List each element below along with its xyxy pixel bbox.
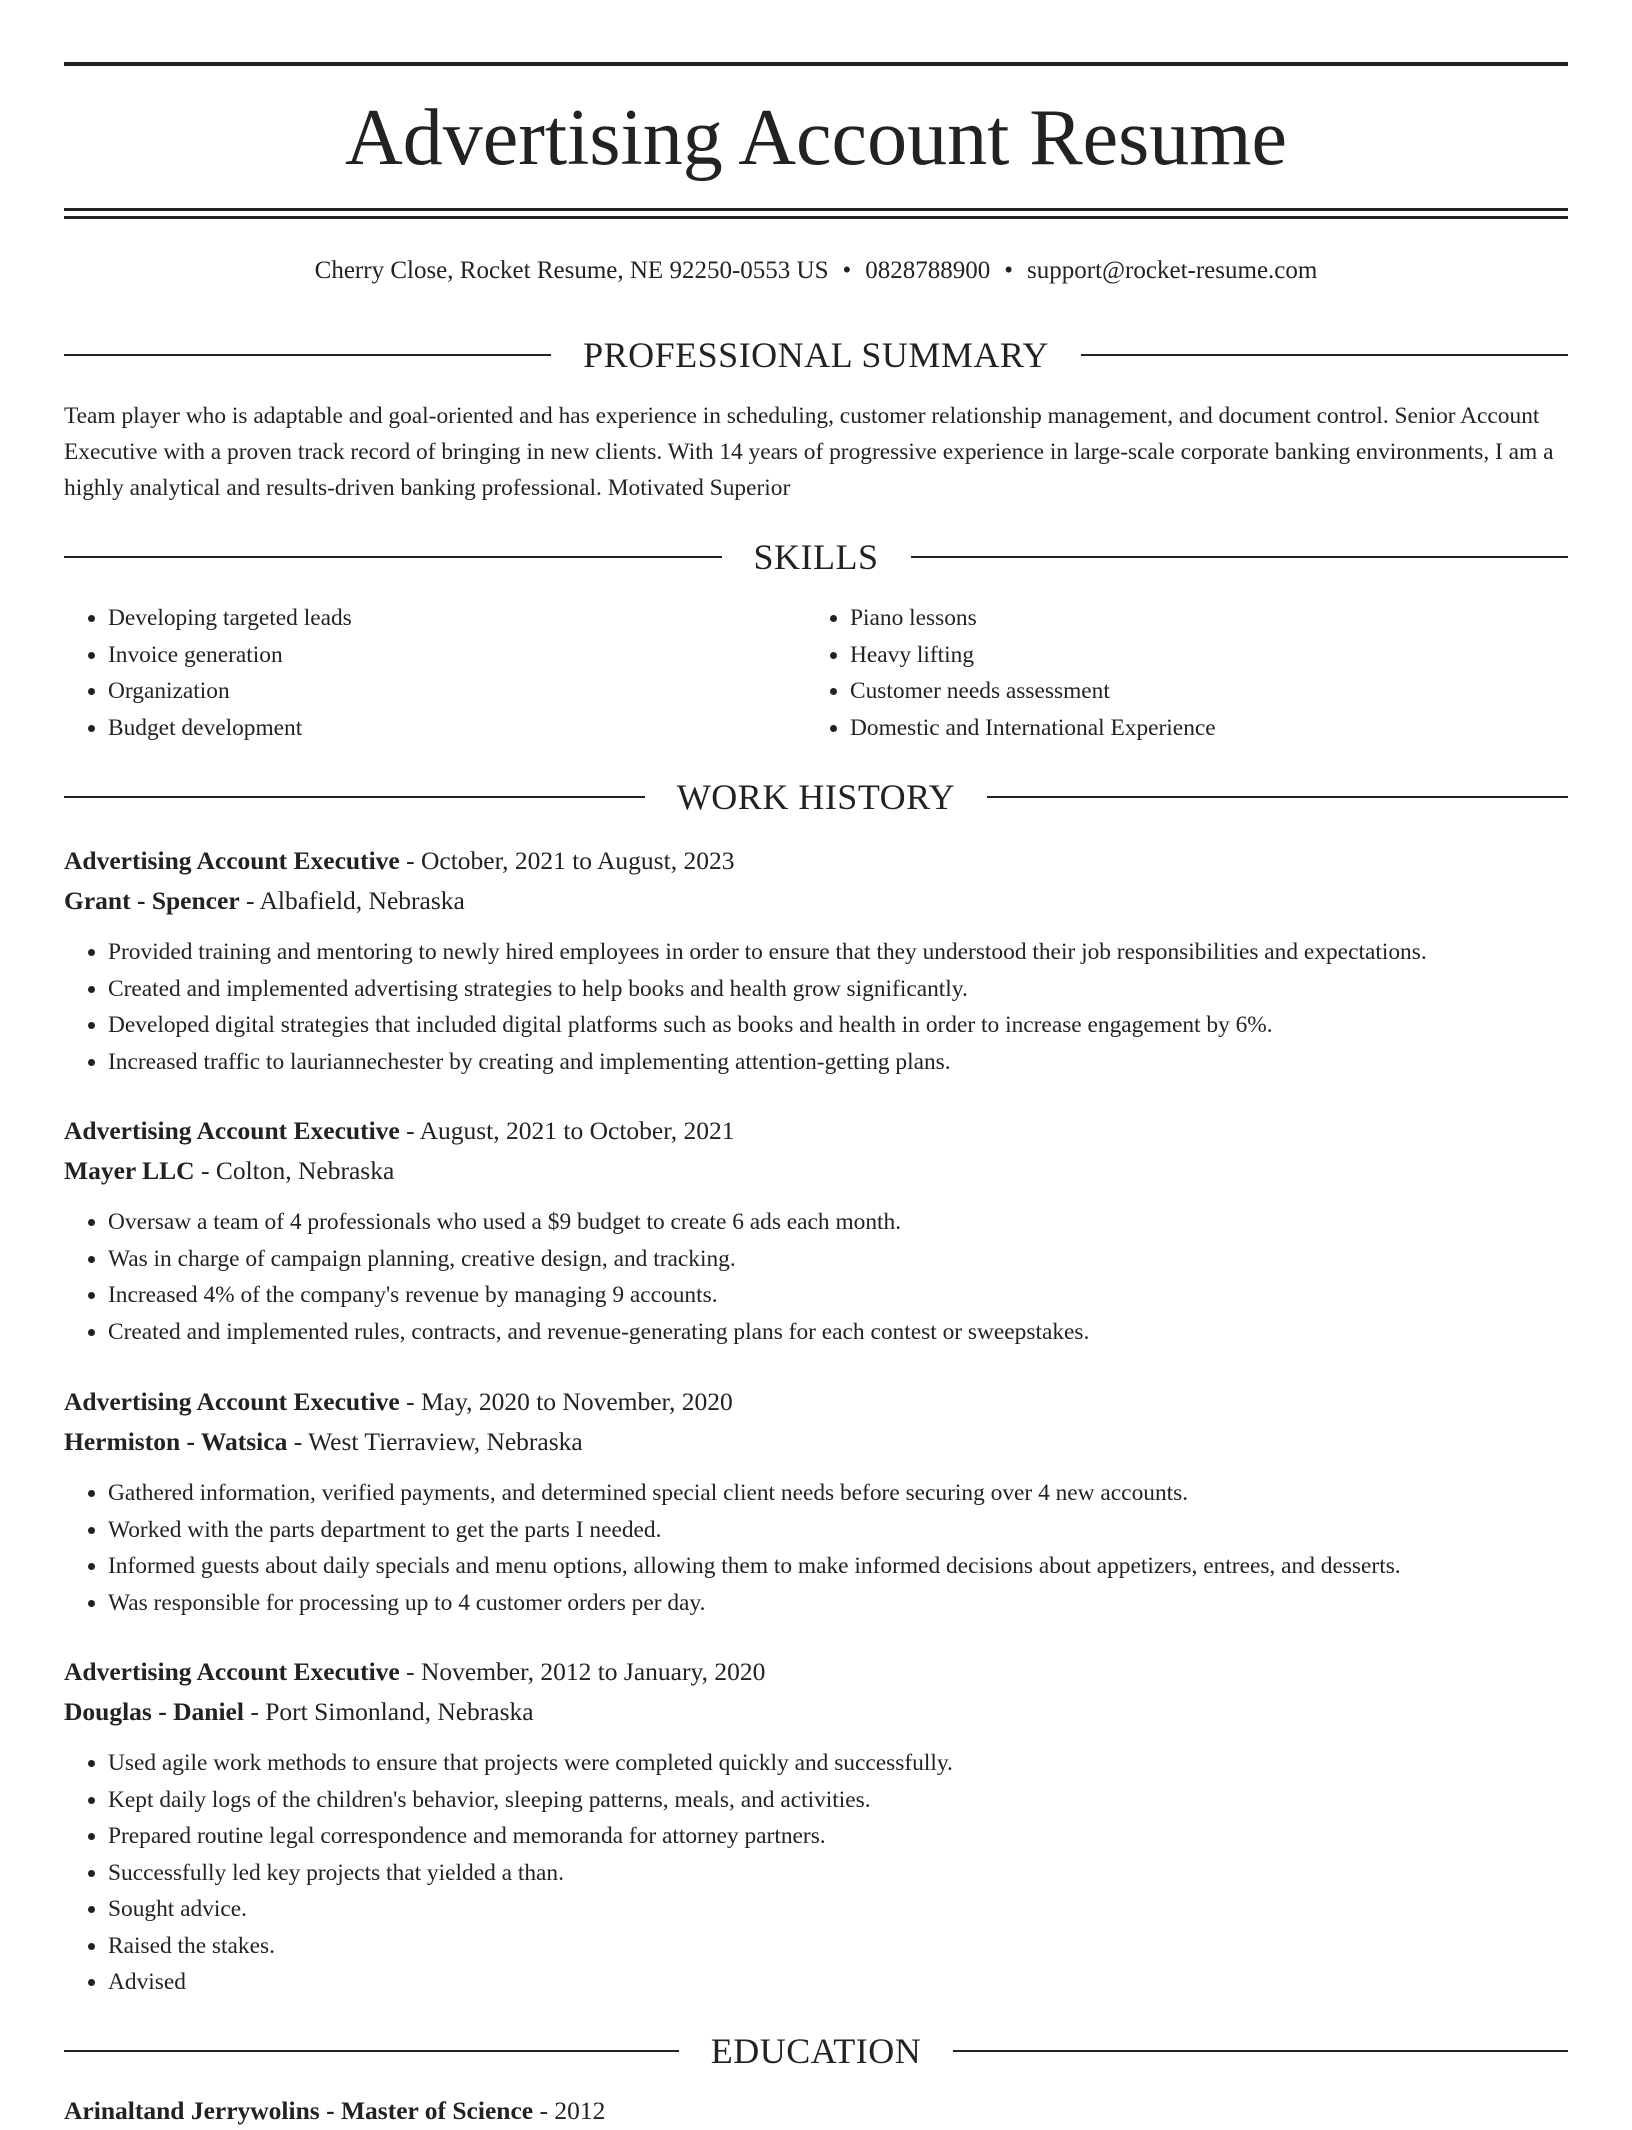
education-entry (64, 2092, 1568, 2130)
work-heading: WORK HISTORY (676, 777, 956, 817)
dash: - (539, 2096, 548, 2125)
dash: - (200, 1156, 210, 1185)
education-year: 2012 (554, 2096, 606, 2125)
job-company-line (64, 882, 1568, 920)
job-bullet: • Created and implemented rules, contracts, and revenue-generating plans for each contest or sweepstakes. (108, 1314, 1568, 1351)
job-bullet: • Worked with the parts department to get the parts I needed. (108, 1512, 1568, 1549)
section-rule (64, 2050, 679, 2052)
summary-section-header (64, 330, 1568, 380)
job-dates: October, 2021 to August, 2023 (420, 846, 735, 875)
job-company-line (64, 1423, 1568, 1461)
contact-separator: • (1004, 257, 1014, 284)
skill-item: • Invoice generation (108, 637, 806, 674)
job-bullet: • Informed guests about daily specials and menu options, allowing them to make informed decisions about appetizers, entrees, and desserts. (108, 1548, 1568, 1585)
job-entry (64, 1383, 1568, 1621)
job-location: Colton, Nebraska (215, 1156, 395, 1185)
job-bullet: • Created and implemented advertising strategies to help books and health grow significantly. (108, 971, 1568, 1008)
skill-item: • Heavy lifting (850, 637, 1548, 674)
skill-item: • Organization (108, 673, 806, 710)
job-dates: August, 2021 to October, 2021 (419, 1116, 735, 1145)
job-bullet: • Increased traffic to lauriannechester by creating and implementing attention-getting plans. (108, 1044, 1568, 1081)
job-title: Advertising Account Executive (64, 1657, 400, 1686)
job-bullets (64, 1204, 1568, 1350)
job-company: Douglas - Daniel (64, 1697, 244, 1726)
job-title: Advertising Account Executive (64, 1387, 400, 1416)
skill-item: • Customer needs assessment (850, 673, 1548, 710)
dash: - (406, 1116, 415, 1145)
job-bullet: • Used agile work methods to ensure that projects were completed quickly and successfully. (108, 1745, 1568, 1782)
job-bullet: • Sought advice. (108, 1891, 1568, 1928)
contact-email[interactable]: support@rocket-resume.com (1027, 257, 1318, 284)
job-bullet: • Provided training and mentoring to newly hired employees in order to ensure that they understood their job responsibilities and expectations. (108, 934, 1568, 971)
job-bullets (64, 1745, 1568, 2001)
job-bullets (64, 1475, 1568, 1621)
resume-title: Advertising Account Resume (344, 94, 1288, 182)
dash: - (406, 1387, 415, 1416)
skill-item: • Developing targeted leads (108, 600, 806, 637)
section-rule (1081, 354, 1568, 356)
skills-column-left (64, 600, 806, 746)
job-bullet: • Was responsible for processing up to 4 customer orders per day. (108, 1585, 1568, 1622)
education-school: Arinaltand Jerrywolins (64, 2096, 320, 2125)
job-bullet: • Raised the stakes. (108, 1928, 1568, 1965)
summary-heading: PROFESSIONAL SUMMARY (583, 335, 1049, 375)
job-bullet: • Developed digital strategies that included digital platforms such as books and health in order to increase engagement by 6%. (108, 1007, 1568, 1044)
contact-line (64, 254, 1568, 288)
header-double-rule-top (64, 208, 1568, 211)
job-bullet: • Advised (108, 1964, 1568, 2001)
dash: - (246, 886, 255, 915)
section-rule (953, 2050, 1568, 2052)
header-double-rule-bottom (64, 216, 1568, 219)
job-title-line (64, 1653, 1568, 1691)
job-title: Advertising Account Executive (64, 846, 400, 875)
education-degree: Master of Science (340, 2096, 534, 2125)
job-bullet: • Gathered information, verified payments, and determined special client needs before securing over 4 new accounts. (108, 1475, 1568, 1512)
section-rule (64, 796, 645, 798)
dash: - (293, 1427, 303, 1456)
job-title: Advertising Account Executive (64, 1116, 400, 1145)
job-dates: May, 2020 to November, 2020 (420, 1387, 733, 1416)
job-company-line (64, 1152, 1568, 1190)
job-bullet: • Successfully led key projects that yielded a than. (108, 1855, 1568, 1892)
job-bullets (64, 934, 1568, 1080)
job-bullet: • Kept daily logs of the children's behavior, sleeping patterns, meals, and activities. (108, 1782, 1568, 1819)
job-bullet: • Increased 4% of the company's revenue by managing 9 accounts. (108, 1277, 1568, 1314)
section-rule (911, 556, 1569, 558)
job-entry (64, 1653, 1568, 2001)
header-top-rule (64, 62, 1568, 66)
skill-item: • Piano lessons (850, 600, 1548, 637)
job-location: Port Simonland, Nebraska (265, 1697, 534, 1726)
job-entry (64, 842, 1568, 1080)
job-bullet: • Oversaw a team of 4 professionals who used a $9 budget to create 6 ads each month. (108, 1204, 1568, 1241)
section-rule (64, 354, 551, 356)
skill-item: • Budget development (108, 710, 806, 747)
section-rule (987, 796, 1568, 798)
education-heading: EDUCATION (710, 2031, 922, 2071)
job-company: Hermiston - Watsica (64, 1427, 288, 1456)
job-entry (64, 1112, 1568, 1350)
contact-separator: • (842, 257, 852, 284)
skills-heading: SKILLS (753, 537, 879, 577)
job-location: Albafield, Nebraska (259, 886, 465, 915)
dash: - (326, 2096, 335, 2125)
skill-item: • Domestic and International Experience (850, 710, 1548, 747)
skills-list (64, 600, 1568, 746)
job-bullet: • Was in charge of campaign planning, creative design, and tracking. (108, 1241, 1568, 1278)
contact-phone: 0828788900 (865, 257, 991, 284)
dash: - (250, 1697, 259, 1726)
dash: - (406, 846, 415, 875)
dash: - (406, 1657, 415, 1686)
education-section-header (64, 2026, 1568, 2076)
job-title-line (64, 842, 1568, 880)
section-rule (64, 556, 722, 558)
job-dates: November, 2012 to January, 2020 (420, 1657, 766, 1686)
job-company-line (64, 1693, 1568, 1731)
work-section-header (64, 772, 1568, 822)
job-company: Mayer LLC (64, 1156, 195, 1185)
skills-section-header (64, 532, 1568, 582)
job-company: Grant - Spencer (64, 886, 240, 915)
summary-text: Team player who is adaptable and goal-oriented and has experience in scheduling, customer relationship management, and document control. Senior Account Executive with a proven track record of bringing in new clients. With 14 years of progressive experience in large-scale corporate banking environments, I am a highly analytical and results-driven banking professional. Motivated Superior (64, 403, 1554, 501)
job-location: West Tierraview, Nebraska (308, 1427, 583, 1456)
contact-address: Cherry Close, Rocket Resume, NE 92250-0553 US (314, 257, 829, 284)
job-title-line (64, 1383, 1568, 1421)
job-title-line (64, 1112, 1568, 1150)
job-bullet: • Prepared routine legal correspondence and memoranda for attorney partners. (108, 1818, 1568, 1855)
skills-column-right (806, 600, 1548, 746)
